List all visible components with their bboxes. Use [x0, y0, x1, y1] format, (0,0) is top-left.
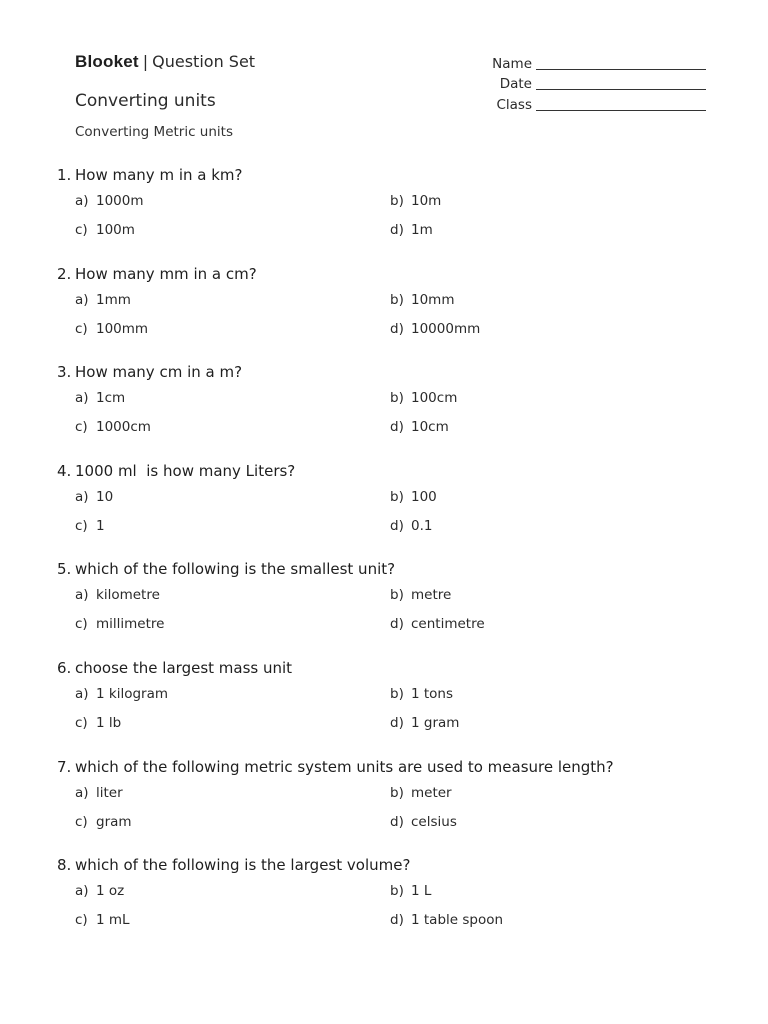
- question-list: [0, 164, 768, 953]
- option-letter: c): [75, 912, 88, 929]
- option-text: liter: [96, 784, 123, 801]
- answer-option-b: [390, 685, 453, 703]
- question-prompt: which of the following is the largest volume?: [75, 856, 411, 875]
- answer-option-c: [75, 813, 132, 831]
- option-letter: b): [390, 784, 404, 801]
- answer-option-a: [75, 389, 125, 407]
- question-number: 3.: [57, 363, 72, 382]
- option-text: 1 kilogram: [96, 685, 169, 702]
- answer-option-a: [75, 784, 123, 802]
- question-2-text: [57, 263, 257, 285]
- option-letter: d): [390, 320, 404, 337]
- option-letter: c): [75, 222, 88, 238]
- option-text: 10000mm: [411, 320, 481, 337]
- option-letter: d): [390, 222, 404, 238]
- class-field-line[interactable]: [536, 96, 706, 111]
- page-title: Converting units: [75, 91, 216, 111]
- option-text: 1000cm: [96, 419, 151, 436]
- question-number: 1.: [57, 166, 72, 184]
- option-text: 1: [96, 517, 105, 534]
- date-field-line[interactable]: [536, 75, 706, 90]
- brand-logo-text: Blooket: [75, 52, 139, 71]
- answer-option-c: [75, 911, 130, 929]
- option-letter: b): [390, 390, 404, 407]
- answer-option-d: [390, 221, 433, 239]
- answer-option-c: [75, 418, 151, 436]
- option-letter: a): [75, 488, 89, 505]
- question-5: [0, 558, 768, 657]
- option-text: kilometre: [96, 587, 160, 604]
- option-letter: d): [390, 813, 404, 830]
- question-4: [0, 460, 768, 559]
- option-text: 10: [96, 488, 114, 505]
- option-text: 1 L: [411, 883, 432, 900]
- name-field-label: Name: [492, 55, 532, 72]
- answer-option-a: [75, 192, 144, 210]
- option-letter: a): [75, 587, 89, 604]
- option-text: 1000m: [96, 193, 144, 209]
- question-4-text: [57, 460, 295, 482]
- option-text: 100cm: [411, 390, 458, 407]
- option-letter: c): [75, 616, 88, 633]
- option-text: 1m: [411, 222, 433, 238]
- option-text: 100m: [96, 222, 135, 238]
- option-text: 1 oz: [96, 883, 125, 900]
- answer-option-b: [390, 488, 437, 506]
- question-prompt: How many cm in a m?: [75, 363, 243, 382]
- answer-option-d: [390, 911, 503, 929]
- answer-option-b: [390, 882, 431, 900]
- question-1: [0, 164, 768, 263]
- answer-option-a: [75, 882, 124, 900]
- option-letter: b): [390, 883, 404, 900]
- option-text: 10m: [411, 193, 442, 209]
- option-letter: d): [390, 912, 404, 929]
- option-text: 10cm: [411, 419, 449, 436]
- option-letter: d): [390, 616, 404, 633]
- question-6: [0, 657, 768, 756]
- answer-option-b: [390, 192, 441, 210]
- option-text: 10mm: [411, 291, 455, 308]
- answer-option-d: [390, 320, 480, 338]
- question-2: [0, 263, 768, 362]
- option-letter: a): [75, 193, 89, 209]
- question-prompt: which of the following metric system units are used to measure length?: [75, 757, 614, 776]
- option-letter: a): [75, 291, 89, 308]
- question-8-text: [57, 854, 410, 876]
- option-letter: d): [390, 517, 404, 534]
- answer-option-a: [75, 488, 113, 506]
- question-prompt: which of the following is the smallest unit?: [75, 560, 396, 579]
- question-7: [0, 756, 768, 855]
- question-3-text: [57, 361, 242, 383]
- answer-option-b: [390, 291, 454, 309]
- answer-option-d: [390, 418, 449, 436]
- option-text: 1 mL: [96, 912, 130, 929]
- header-brand-line: [75, 52, 255, 72]
- date-field-row: [470, 73, 710, 94]
- option-text: 0.1: [411, 517, 433, 534]
- answer-option-c: [75, 320, 148, 338]
- name-field-line[interactable]: [536, 55, 706, 70]
- option-text: 1 gram: [411, 714, 460, 731]
- answer-option-b: [390, 784, 452, 802]
- question-8: [0, 854, 768, 953]
- option-letter: a): [75, 784, 89, 801]
- question-number: 2.: [57, 264, 72, 283]
- option-text: 1 lb: [96, 714, 122, 731]
- question-prompt: 1000 ml is how many Liters?: [75, 461, 296, 480]
- answer-option-b: [390, 586, 451, 604]
- question-number: 4.: [57, 461, 72, 480]
- question-7-text: [57, 756, 614, 778]
- option-letter: d): [390, 419, 404, 436]
- name-field-row: [470, 52, 710, 73]
- option-letter: c): [75, 517, 88, 534]
- question-number: 8.: [57, 856, 72, 875]
- option-text: 1 table spoon: [411, 912, 504, 929]
- option-letter: a): [75, 390, 89, 407]
- question-1-text: [57, 164, 243, 186]
- question-number: 7.: [57, 757, 72, 776]
- answer-option-d: [390, 615, 485, 633]
- doc-type-label: Question Set: [152, 52, 256, 71]
- option-letter: c): [75, 320, 88, 337]
- option-text: 1mm: [96, 291, 131, 308]
- option-letter: b): [390, 193, 404, 209]
- option-text: gram: [96, 813, 132, 830]
- option-letter: b): [390, 291, 404, 308]
- option-letter: c): [75, 419, 88, 436]
- class-field-row: [470, 93, 710, 114]
- answer-option-c: [75, 714, 121, 732]
- question-prompt: How many m in a km?: [75, 166, 243, 184]
- student-info-block: [470, 52, 710, 114]
- option-text: millimetre: [96, 616, 165, 633]
- option-text: centimetre: [411, 616, 485, 633]
- option-letter: b): [390, 685, 404, 702]
- option-letter: b): [390, 587, 404, 604]
- option-letter: c): [75, 714, 88, 731]
- option-text: 1 tons: [411, 685, 454, 702]
- question-prompt: choose the largest mass unit: [75, 658, 293, 677]
- page-subtitle: Converting Metric units: [75, 124, 233, 140]
- option-text: 100: [411, 488, 437, 505]
- question-prompt: How many mm in a cm?: [75, 264, 257, 283]
- answer-option-b: [390, 389, 457, 407]
- option-text: celsius: [411, 813, 457, 830]
- question-number: 6.: [57, 658, 72, 677]
- answer-option-a: [75, 586, 160, 604]
- option-letter: c): [75, 813, 88, 830]
- answer-option-c: [75, 221, 135, 239]
- option-letter: a): [75, 883, 89, 900]
- question-3: [0, 361, 768, 460]
- question-number: 5.: [57, 560, 72, 579]
- answer-option-d: [390, 517, 432, 535]
- answer-option-a: [75, 291, 131, 309]
- date-field-label: Date: [499, 76, 532, 92]
- answer-option-d: [390, 813, 457, 831]
- answer-option-c: [75, 615, 164, 633]
- option-text: 1cm: [96, 390, 126, 407]
- answer-option-c: [75, 517, 105, 535]
- option-letter: a): [75, 685, 89, 702]
- answer-option-d: [390, 714, 459, 732]
- option-letter: b): [390, 488, 404, 505]
- question-6-text: [57, 657, 292, 679]
- option-text: 100mm: [96, 320, 149, 337]
- answer-option-a: [75, 685, 168, 703]
- question-5-text: [57, 558, 395, 580]
- option-text: meter: [411, 784, 452, 801]
- brand-separator: |: [142, 52, 149, 71]
- option-text: metre: [411, 587, 452, 604]
- option-letter: d): [390, 714, 404, 731]
- class-field-label: Class: [496, 96, 532, 113]
